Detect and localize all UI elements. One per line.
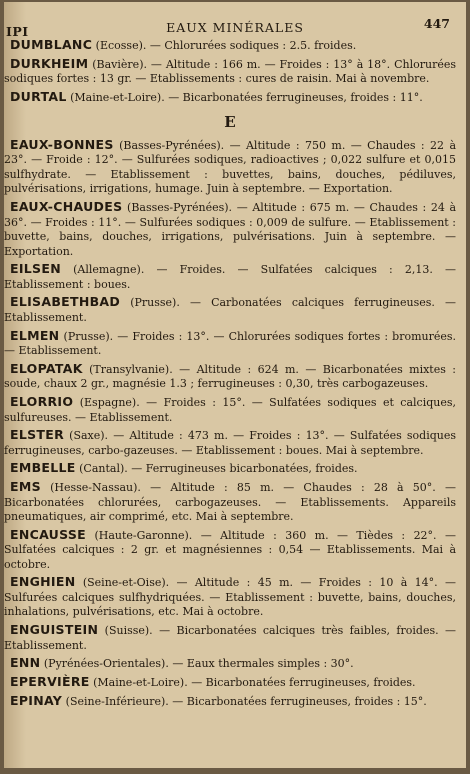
entry-description: — Bicarbonatées ferrugineuses, froides : 11°. — [168, 90, 423, 104]
entry-name: DURTAL — [10, 88, 67, 104]
list-item — [4, 528, 456, 573]
entry-location: (Basses-Pyrénées). — [127, 201, 233, 215]
entry-name: ELISABETHBAD — [10, 294, 121, 310]
list-item — [4, 623, 456, 653]
entries-list — [4, 38, 456, 712]
entry-name: ELMEN — [10, 327, 60, 343]
entry-location: (Ecosse). — [95, 39, 147, 52]
list-item — [4, 38, 456, 54]
entry-location: (Basses-Pyrénées). — [119, 138, 225, 152]
entry-name: EAUX-CHAUDES — [10, 199, 123, 215]
entry-name: ELOPATAK — [10, 360, 83, 376]
entry-location: (Transylvanie). — [89, 362, 173, 376]
entry-description: — Ferrugineuses bicarbonatées, froides. — [131, 462, 358, 476]
entry-name: ENCAUSSE — [10, 526, 86, 542]
entry-name: EMBELLE — [10, 460, 76, 476]
page-number: 447 — [423, 16, 450, 31]
entry-name: ELORRIO — [10, 394, 74, 409]
entry-description: — Altitude : 473 m. — Froides : 13°. — Sulfatées sodiques ferrugineuses, carbo-gazeuses. — Etablissement : boues. Mai à septembre. — [4, 429, 457, 457]
entry-description: — Froides : 15°. — Sulfatées sodiques et calciques, sulfureuses. — Etablissement. — [4, 396, 457, 424]
entry-location: (Haute-Garonne). — [94, 528, 193, 542]
entry-description: — Altitude : 85 m. — Chaudes : 28 à 50°. — Bicarbonatées chlorurées, carbogazeuses. — Etablissements. Appareils pneumatiques, air comprimé, etc. Mai à septembre. — [4, 481, 456, 524]
entry-description: — Altitude : 750 m. — Chaudes : 22 à 23°. — Froide : 12°. — Sulfurées sodiques, radioactives ; 0,022 sulfure et 0,015 sulfhydrate. — Etablissement : buvettes, bains, douches, pédiluves, pulvérisations, irrigations, humage. Juin à septembre. — Exportation. — [4, 138, 457, 196]
entry-name: DURKHEIM — [10, 55, 89, 71]
entry-description: — Altitude : 675 m. — Chaudes : 24 à 36°. — Froides : 11°. — Sulfurées sodiques : 0,009 de sulfure. — Etablissement : buvette, bains, douches, irrigations, pulvérisations. Juin à septembre. — Exportation. — [4, 201, 457, 258]
list-item — [4, 200, 456, 259]
entry-name: ENGHIEN — [10, 574, 76, 590]
list-item — [4, 675, 456, 691]
entry-description: — Bicarbonatées ferrugineuses, froides : 15°. — [172, 694, 427, 708]
entry-location: (Prusse). — [130, 296, 180, 310]
entry-location: (Seine-Inférieure). — [65, 694, 169, 708]
entry-name: EPERVIÈRE — [10, 674, 90, 689]
list-item — [4, 57, 456, 87]
entry-description: — Froides : 13°. — Chlorurées sodiques fortes : bromurées. — Etablissement. — [4, 329, 457, 358]
entry-location: (Seine-et-Oise). — [82, 576, 170, 590]
entry-name: ENN — [10, 655, 41, 671]
entry-name: ENGUISTEIN — [10, 622, 99, 638]
entry-description: — Froides. — Sulfatées calciques : 2,13. — Etablissement : boues. — [4, 263, 456, 291]
entry-location: (Prusse). — [63, 329, 114, 343]
entry-location: (Maine-et-Loire). — [93, 676, 188, 689]
entry-description: — Bicarbonatées ferrugineuses, froides. — [191, 676, 416, 689]
entry-name: EPINAY — [10, 692, 63, 708]
entry-description: — Altitude : 166 m. — Froides : 13° à 18°. Chlorurées sodiques fortes : 13 gr. — Etablissements : cures de raisin. Mai à novembre. — [4, 57, 456, 86]
entry-name: DUMBLANC — [10, 37, 93, 52]
entry-description: — Altitude : 45 m. — Froides : 10 à 14°. — Sulfurées calciques sulfhydriquées. — Etablissement : buvette, bains, douches, inhalations, pulvérisations, etc. Mai à octobre. — [4, 576, 456, 619]
entry-location: (Saxe). — [69, 429, 109, 443]
entry-description: — Chlorurées sodiques : 2.5. froides. — [149, 39, 357, 52]
entry-location: (Cantal). — [79, 462, 128, 476]
entry-location: (Hesse-Nassau). — [50, 481, 141, 495]
entry-name: EILSEN — [10, 261, 61, 277]
entry-location: (Maine-et-Loire). — [70, 90, 165, 104]
list-item — [4, 428, 456, 458]
entry-name: EAUX-BONNES — [10, 136, 114, 152]
entry-name: EMS — [10, 479, 41, 495]
list-item — [4, 461, 456, 477]
list-item — [4, 480, 456, 525]
entry-location: (Allemagne). — [73, 263, 145, 277]
book-page — [4, 2, 466, 768]
list-item — [4, 262, 456, 292]
list-item — [4, 362, 456, 392]
list-item — [4, 694, 456, 710]
list-item — [4, 395, 456, 425]
entry-description: — Altitude : 360 m. — Tièdes : 22°. — Sulfatées calciques : 2 gr. et magnésiennes : 0,54 — Etablissements. Mai à octobre. — [4, 528, 456, 571]
entry-location: (Bavière). — [92, 57, 147, 71]
entry-description: — Carbonatées calciques ferrugineuses. — Etablissement. — [4, 296, 456, 324]
list-item — [4, 329, 456, 359]
list-item — [4, 90, 456, 106]
list-item — [4, 656, 456, 672]
header-left-mark: IPI — [6, 24, 29, 39]
entry-location: (Espagne). — [79, 396, 140, 409]
entry-location: (Pyrénées-Orientales). — [43, 657, 169, 671]
page-title: EAUX MINÉRALES — [166, 20, 304, 35]
entry-description: — Eaux thermales simples : 30°. — [172, 657, 354, 671]
entry-description: — Bicarbonatées calciques très faibles, froides. — Etablissement. — [4, 624, 456, 652]
entry-description: — Altitude : 624 m. — Bicarbonatées mixtes : soude, chaux 2 gr., magnésie 1.3 ; ferrugineuses : 0,30, très carbogazeuses. — [4, 362, 456, 391]
entry-location: (Suisse). — [104, 624, 153, 638]
list-item — [4, 575, 456, 620]
running-header — [4, 16, 466, 39]
section-letter: E — [224, 113, 236, 132]
list-item — [4, 295, 456, 325]
entry-name: ELSTER — [10, 427, 64, 443]
list-item — [4, 138, 456, 197]
